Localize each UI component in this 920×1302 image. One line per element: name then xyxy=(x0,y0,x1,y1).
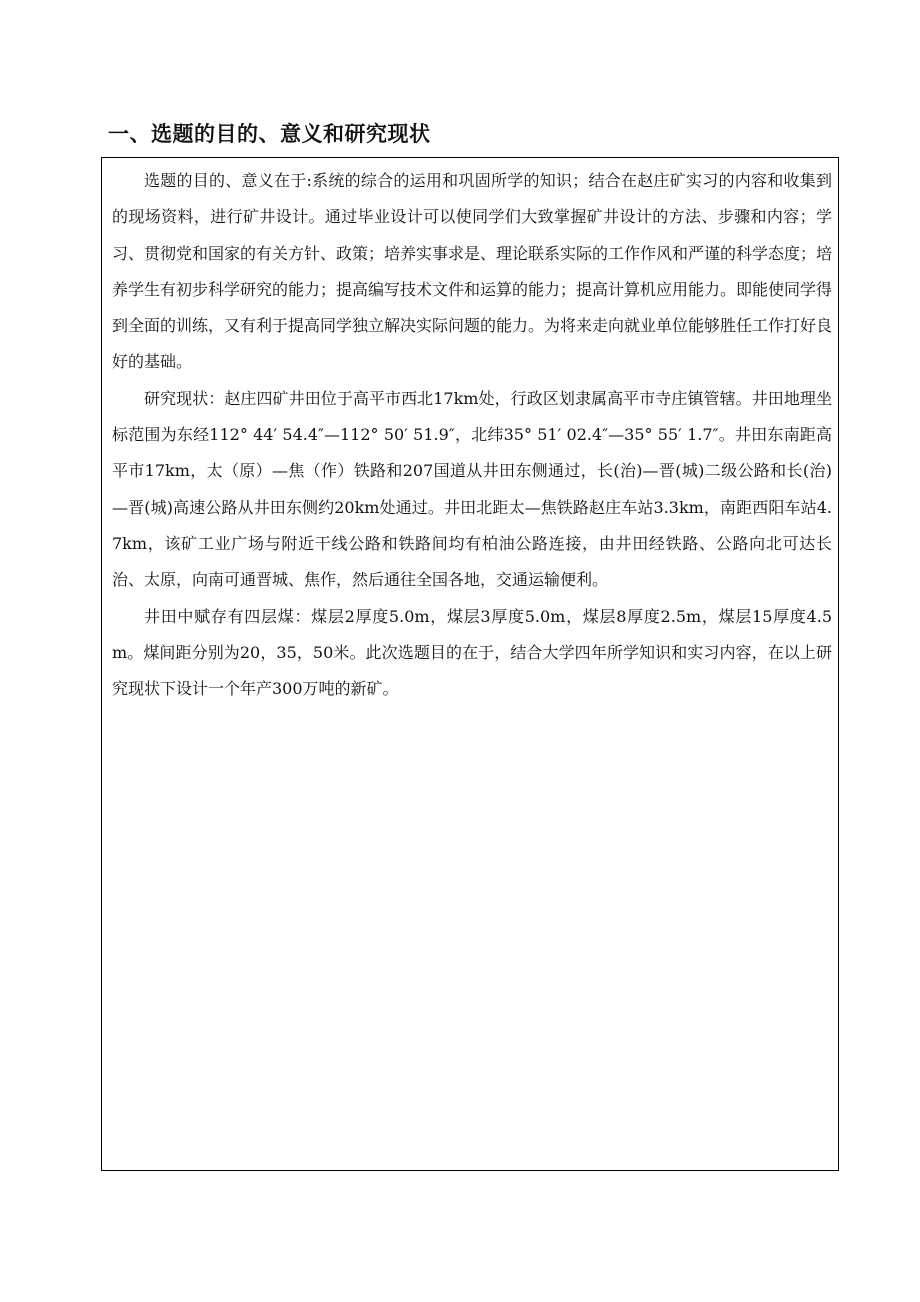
content-box xyxy=(101,157,839,1171)
research-status-paragraph: 研究现状：赵庄四矿井田位于高平市西北17km处，行政区划隶属高平市寺庄镇管辖。井田地理坐标范围为东经112° 44′ 54.4″—112° 50′ 51.9″，北纬35° 51′ 02.4″—35° 55′ 1.7″。井田东南距高平市17km，太（原）—焦（作）铁路和207国道从井田东侧通过，长(治)—晋(城)二级公路和长(治)—晋(城)高速公路从井田东侧约20km处通过。井田北距太—焦铁路赵庄车站3.3km，南距西阳车站4.7km，该矿工业广场与附近干线公路和铁路间均有柏油公路连接，由井田经铁路、公路向北可达长治、太原，向南可通晋城、焦作，然后通往全国各地，交通运输便利。 xyxy=(112,388,832,590)
section-heading: 一、选题的目的、意义和研究现状 xyxy=(108,122,431,146)
coal-seams-paragraph: 井田中赋存有四层煤：煤层2厚度5.0m，煤层3厚度5.0m，煤层8厚度2.5m，煤层15厚度4.5m。煤间距分别为20，35，50米。此次选题目的在于，结合大学四年所学知识和实习内容，在以上研究现状下设计一个年产300万吨的新矿。 xyxy=(112,606,832,699)
purpose-paragraph: 选题的目的、意义在于:系统的综合的运用和巩固所学的知识；结合在赵庄矿实习的内容和收集到的现场资料，进行矿井设计。通过毕业设计可以使同学们大致掌握矿井设计的方法、步骤和内容；学习、贯彻党和国家的有关方针、政策；培养实事求是、理论联系实际的工作作风和严谨的科学态度；培养学生有初步科学研究的能力；提高编写技术文件和运算的能力；提高计算机应用能力。即能使同学得到全面的训练，又有利于提高同学独立解决实际问题的能力。为将来走向就业单位能够胜任工作打好良好的基础。 xyxy=(112,171,833,372)
